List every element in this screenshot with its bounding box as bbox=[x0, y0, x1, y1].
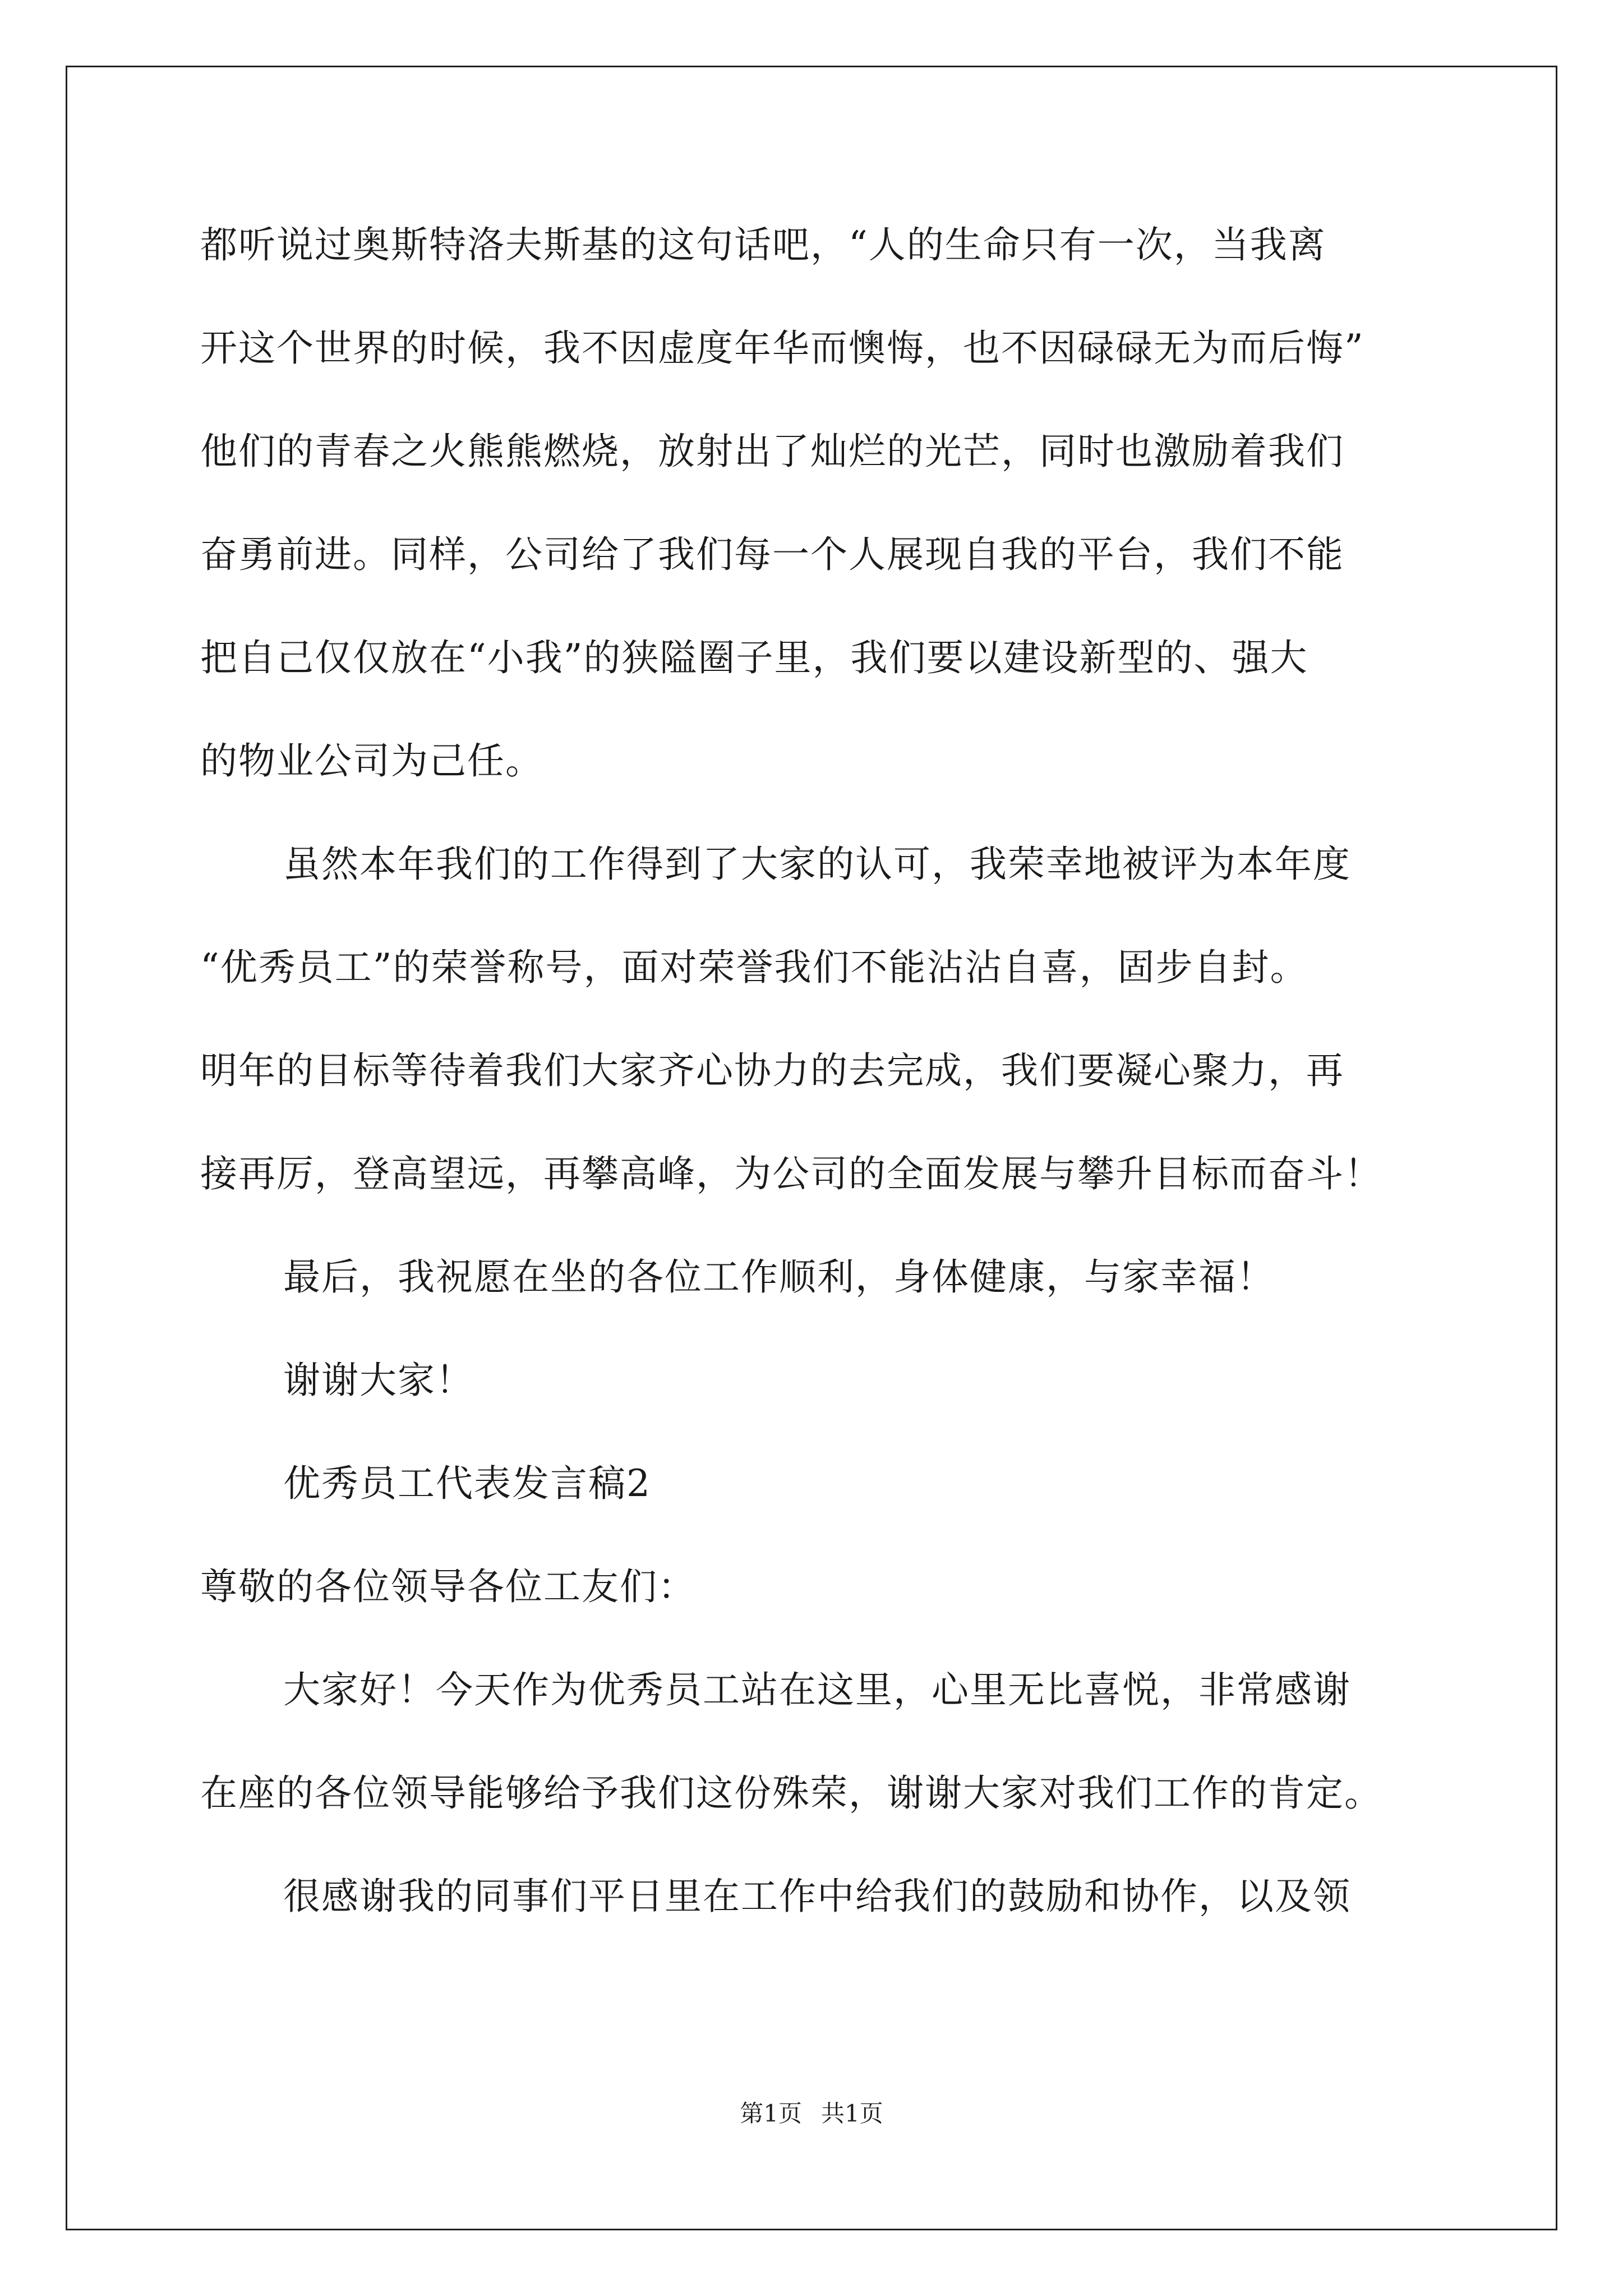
text-line: 谢谢大家！ bbox=[283, 1359, 474, 1402]
text-line: 都听说过奥斯特洛夫斯基的这句话吧，“人的生命只有一次，当我离 bbox=[200, 223, 1326, 266]
salutation: 尊敬的各位领导各位工友们： bbox=[200, 1565, 696, 1608]
text-line: “优秀员工”的荣誉称号，面对荣誉我们不能沾沾自喜，固步自封。 bbox=[200, 946, 1308, 989]
page-footer bbox=[0, 2097, 1623, 2131]
text-line: 把自己仅仅放在“小我”的狭隘圈子里，我们要以建设新型的、强大 bbox=[200, 636, 1308, 679]
text-line: 接再厉，登高望远，再攀高峰，为公司的全面发展与攀升目标而奋斗！ bbox=[200, 1152, 1382, 1195]
text-line: 他们的青春之火熊熊燃烧，放射出了灿烂的光芒，同时也激励着我们 bbox=[200, 430, 1344, 473]
text-line: 虽然本年我们的工作得到了大家的认可，我荣幸地被评为本年度 bbox=[283, 843, 1351, 886]
text-line: 很感谢我的同事们平日里在工作中给我们的鼓励和协作，以及领 bbox=[283, 1875, 1351, 1918]
text-line: 最后，我祝愿在坐的各位工作顺利，身体健康，与家幸福！ bbox=[283, 1255, 1275, 1299]
text-line: 明年的目标等待着我们大家齐心协力的去完成，我们要凝心聚力，再 bbox=[200, 1049, 1344, 1092]
page-number: 第1页 bbox=[740, 2100, 802, 2127]
text-line: 在座的各位领导能够给予我们这份殊荣，谢谢大家对我们工作的肯定。 bbox=[200, 1772, 1382, 1815]
section-heading: 优秀员工代表发言稿2 bbox=[283, 1462, 651, 1505]
text-line: 大家好！今天作为优秀员工站在这里，心里无比喜悦，非常感谢 bbox=[283, 1668, 1351, 1711]
text-line: 的物业公司为己任。 bbox=[200, 739, 543, 783]
page-total: 共1页 bbox=[821, 2100, 883, 2127]
text-line: 奋勇前进。同样，公司给了我们每一个人展现自我的平台，我们不能 bbox=[200, 533, 1344, 576]
text-line: 开这个世界的时候，我不因虚度年华而懊悔，也不因碌碌无为而后悔” bbox=[200, 326, 1364, 370]
